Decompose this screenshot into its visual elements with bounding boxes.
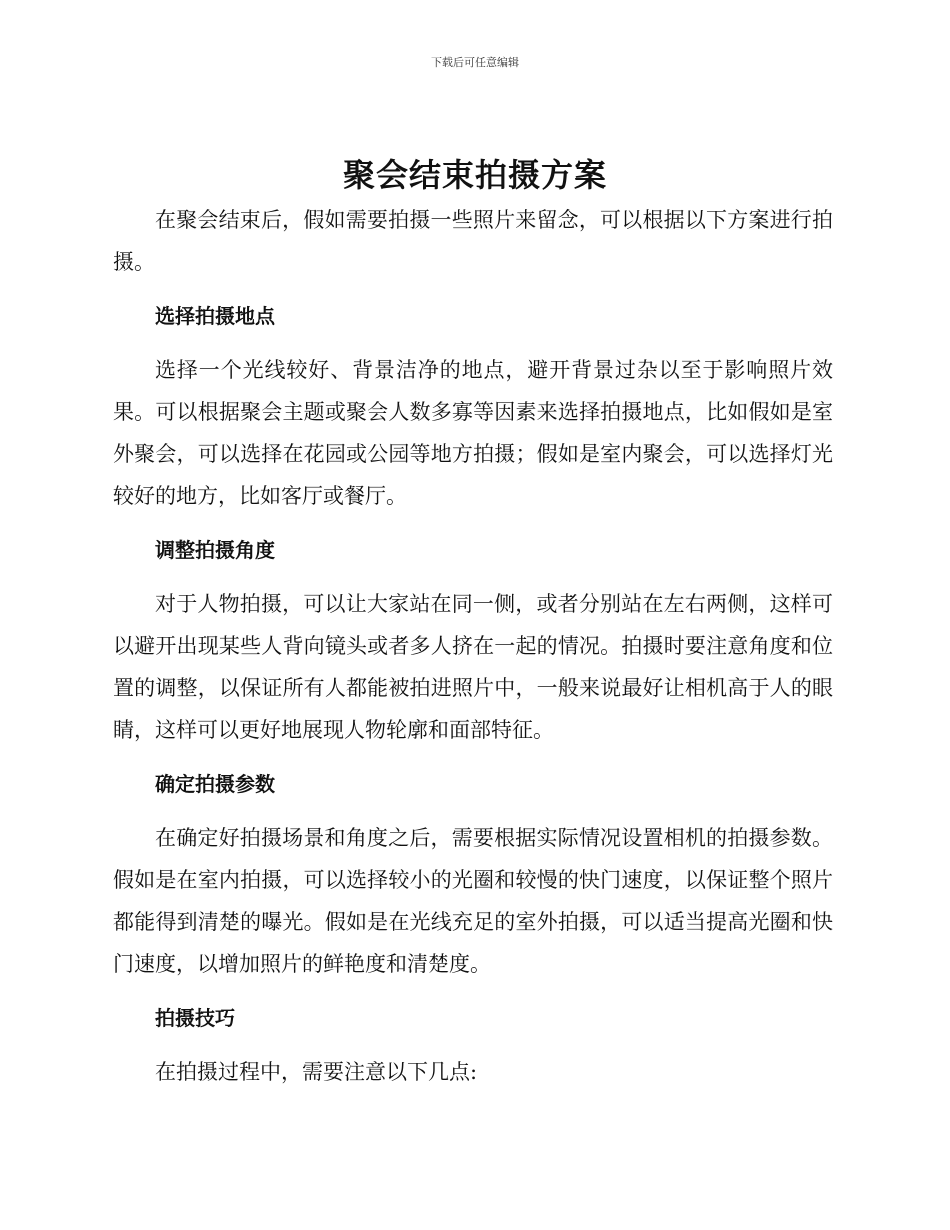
section-heading-location: 选择拍摄地点 — [155, 304, 275, 328]
document-title: 聚会结束拍摄方案 — [342, 156, 607, 194]
section-heading-angle: 调整拍摄角度 — [155, 538, 275, 562]
section-heading-parameters: 确定拍摄参数 — [155, 772, 275, 796]
section-body-techniques: 在拍摄过程中，需要注意以下几点: — [155, 1060, 478, 1084]
section-heading-techniques: 拍摄技巧 — [155, 1006, 235, 1030]
header-note: 下载后可任意编辑 — [431, 56, 519, 69]
section-body-angle: 对于人物拍摄，可以让大家站在同一侧，或者分别站在左右两侧，这样可以避开出现某些人背向镜头或者多人挤在一起的情况。拍摄时要注意角度和位置的调整，以保证所有人都能被拍进照片中，一般来说最好让相机高于人的眼睛，这样可以更好地展现人物轮廓和面部特征。 — [113, 592, 833, 742]
intro-paragraph: 在聚会结束后，假如需要拍摄一些照片来留念，可以根据以下方案进行拍摄。 — [113, 208, 833, 274]
section-body-location: 选择一个光线较好、背景洁净的地点，避开背景过杂以至于影响照片效果。可以根据聚会主题或聚会人数多寡等因素来选择拍摄地点，比如假如是室外聚会，可以选择在花园或公园等地方拍摄；假如是室内聚会，可以选择灯光较好的地方，比如客厅或餐厅。 — [113, 358, 833, 508]
section-body-parameters: 在确定好拍摄场景和角度之后，需要根据实际情况设置相机的拍摄参数。假如是在室内拍摄，可以选择较小的光圈和较慢的快门速度，以保证整个照片都能得到清楚的曝光。假如是在光线充足的室外拍摄，可以适当提高光圈和快门速度，以增加照片的鲜艳度和清楚度。 — [113, 826, 833, 976]
document-body — [113, 199, 833, 1093]
